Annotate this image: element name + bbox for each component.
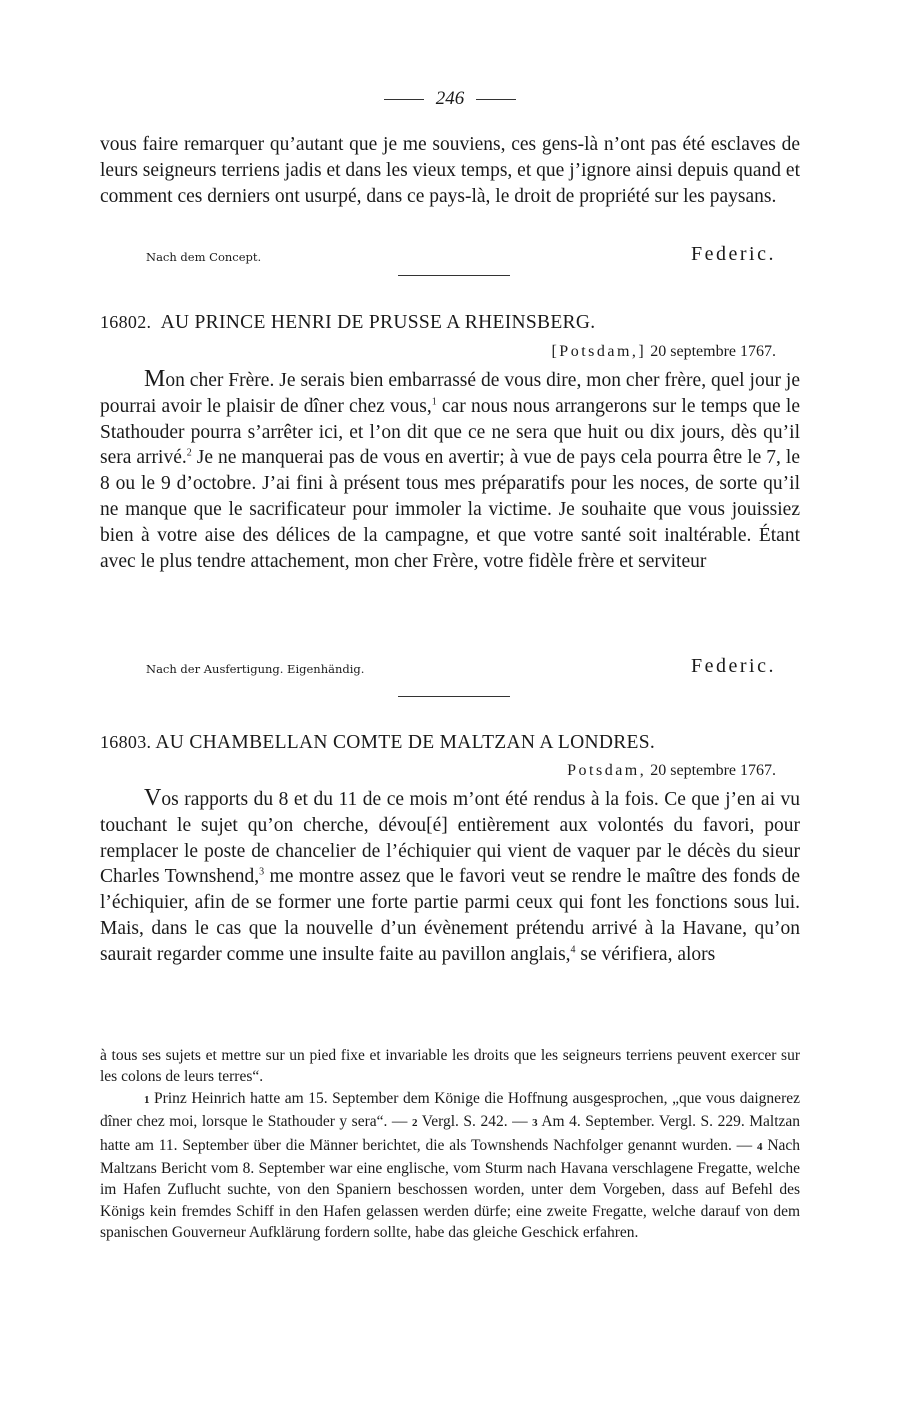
letter-body-text: Je ne manquerai pas de vous en avertir; à vue de pays cela pourra être le 7, le 8 ou le 9 d’octobre. J’ai fini à présent tous mes préparatifs pour les noces, de sorte qu’il ne manque que le sacrificateur pour immoler la victime. Je souhaite que vous jouissiez bien à votre aise des délices de la campagne, et que votre santé soit inaltérable. Étant avec le plus tendre attachement, mon cher Frère, votre fidèle frère et serviteur — [100, 447, 800, 572]
source-note: Nach der Ausfertigung. Eigenhändig. — [146, 662, 365, 676]
letter-body-text: on cher Frère. Je serais bien embarrassé de vous dire, mon cher frère, quel jour je pourrai avoir le plaisir de dîner chez vous, — [100, 370, 800, 417]
footnote-ref: 2 — [186, 447, 192, 459]
footnote-number: 4 — [757, 1140, 763, 1153]
letter-heading — [100, 732, 800, 754]
opening-paragraph: vous faire remarquer qu’autant que je me souviens, ces gens-là n’ont pas été esclaves de leurs seigneurs terriens jadis et dans les vieux temps, et que j’ignore ainsi depuis quand et comment ces derniers ont usurpé, dans ce pays-là, le droit de propriété sur les paysans. — [100, 134, 800, 207]
letter-number: 16803. — [100, 732, 152, 752]
letter-date: 20 septembre 1767. — [650, 762, 776, 779]
header-dash-left — [384, 99, 424, 100]
footnote-text: Am 4. September. Vergl. S. 229. Maltzan hatte am 11. September über die Männer berichtet, die als Townshends Nachfolger genannt wurden. — — [100, 1113, 801, 1154]
drop-cap: M — [144, 366, 166, 392]
source-note: Nach dem Concept. — [146, 250, 262, 264]
letter-body-text: car nous nous arrangerons sur le temps que le Stathouder pourra s’arrêter ici, et l’on dit que ce ne sera que huit ou dix jours, dès qu’il sera arrivé. — [100, 395, 800, 469]
drop-cap: V — [144, 785, 162, 811]
footnote-number: 1 — [144, 1093, 150, 1106]
letter-title: AU PRINCE HENRI DE PRUSSE A RHEINSBERG. — [160, 312, 596, 333]
letter-body — [100, 367, 800, 574]
page-number: 246 — [435, 88, 465, 109]
letter-body-text: se vérifiera, alors — [575, 943, 716, 965]
footnote-ref: 3 — [259, 866, 265, 878]
footnote-ref: 1 — [431, 396, 437, 408]
letter-dateline — [551, 343, 776, 361]
letter-title: AU CHAMBELLAN COMTE DE MALTZAN A LONDRES. — [155, 732, 656, 753]
letter-number: 16802. — [100, 312, 152, 332]
header-dash-right — [476, 99, 516, 100]
footnote-number: 3 — [532, 1117, 538, 1130]
footnote-block — [100, 1088, 800, 1244]
opening-source-row — [100, 240, 800, 266]
letter-body-text: me montre assez que le favori veut se rendre le maître des fonds de l’échiquier, afin de se former une forte partie parmi ceux qui font les fonctions sous lui. Mais, dans le cas que la nouvelle d’un évènement prétendu arrivé à la Havane, qu’on saurait regarder comme une insulte faite au pavillon anglais, — [100, 866, 800, 965]
footnote-ref: 4 — [570, 944, 576, 956]
footnote-text: Prinz Heinrich hatte am 15. September dem Könige die Hoffnung ausgesprochen, „que vous daignerez dîner chez moi, lorsque le Stathouder y sera“. — — [100, 1089, 800, 1131]
document-page — [100, 0, 800, 1404]
letter-place: Potsdam, — [567, 762, 647, 779]
section-divider — [398, 275, 510, 276]
letter-dateline — [567, 762, 776, 780]
signature: Federic. — [691, 655, 776, 677]
footnote-text: Nach Maltzans Bericht vom 8. September war eine englische, vom Sturm nach Havana verschlagene Fregatte, welche im Hafen Zuflucht suchte, von den Spaniern beschossen worden, unter dem Vorgeben, dass auf Befehl des Königs kein fremdes Schiff in den Hafen gelassen werden dürfe; eine zweite Fregatte, welche darauf von dem spanischen Gouverneur Aufklärung fordern sollte, habe das gleiche Geschick erfahren. — [100, 1136, 801, 1242]
footnote-number: 2 — [411, 1117, 418, 1130]
letter-body-text: os rapports du 8 et du 11 de ce mois m’ont été rendus à la fois. Ce que j’en ai vu touchant le sujet qu’on cherche, dévou[é] entièrement aux volontés du favori, pour remplacer le poste de chancelier de l’échiquier qui vient de vaquer par le décès du sieur Charles Townshend, — [100, 789, 800, 888]
letter-heading — [100, 312, 800, 334]
signature: Federic. — [691, 243, 776, 265]
footnote-continuation: à tous ses sujets et mettre sur un pied fixe et invariable les droits que les seigneurs terriens peuvent exercer sur les colons de leurs terres“. — [100, 1047, 800, 1086]
letter-body — [100, 786, 800, 968]
letter-place: [Potsdam,] — [551, 343, 647, 360]
footnote-text: Vergl. S. 242. — — [417, 1113, 533, 1131]
page-number-header — [100, 88, 800, 110]
footnotes — [100, 1045, 800, 1244]
letter-source-row — [100, 652, 800, 678]
section-divider — [398, 696, 510, 697]
letter-date: 20 septembre 1767. — [650, 343, 776, 360]
